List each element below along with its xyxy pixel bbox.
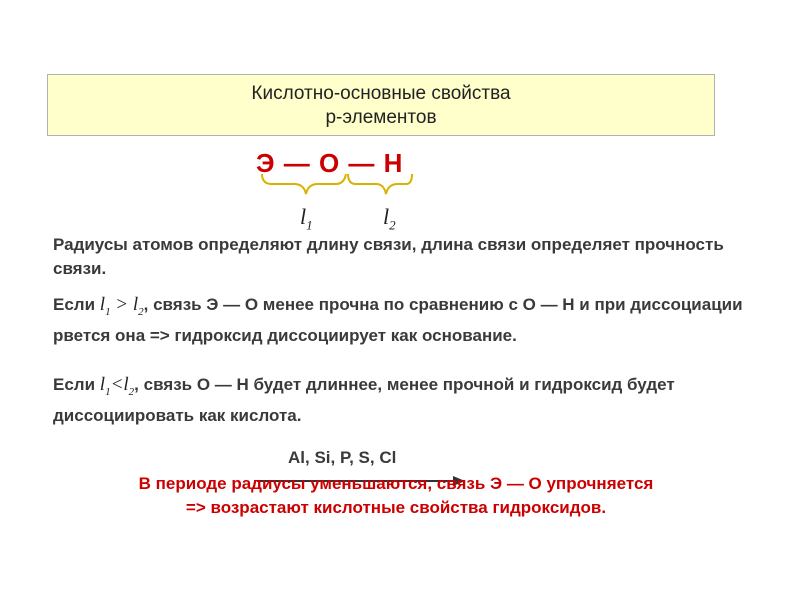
comparison-greater: > bbox=[115, 294, 129, 315]
comparison-less: < bbox=[110, 374, 124, 395]
paragraph-bond-length: Радиусы атомов определяют длину связи, длина связи определяет прочность связи. bbox=[53, 235, 724, 278]
bond-length-l1-label: $l_1$ bbox=[300, 204, 313, 233]
symbol-l2: $l_2$ bbox=[132, 294, 144, 318]
slide-title-line-2: р-элементов bbox=[325, 107, 437, 128]
conclusion-line-1: В периоде радиусы уменьшаются, связь Э — О упрочняется bbox=[138, 474, 654, 493]
slide-title-line-1: Кислотно-основные свойства bbox=[251, 83, 511, 104]
paragraph-base-case: Если $l_1 > l_2$, связь Э — О менее прочна по сравнению с О — Н и при диссоциации рвется она => гидроксид диссоциирует как основание. bbox=[53, 294, 743, 345]
symbol-l1: $l_1$ bbox=[99, 294, 111, 318]
bond-length-l2-label: $l_2$ bbox=[383, 204, 396, 233]
symbol-l2: $l_2$ bbox=[123, 374, 135, 398]
paragraph-acid-case: Если $l_1<l_2$, связь О — Н будет длиннее, менее прочной и гидроксид будет диссоциировать как кислота. bbox=[53, 374, 675, 425]
conclusion-text bbox=[56, 472, 736, 520]
slide-title-box bbox=[47, 74, 715, 136]
structural-formula: Э — О — Н bbox=[256, 148, 404, 178]
conclusion-line-2: => возрастают кислотные свойства гидроксидов. bbox=[185, 498, 607, 517]
bond-braces-icon bbox=[258, 172, 418, 196]
period-elements-row: Al, Si, P, S, Cl bbox=[288, 448, 397, 467]
symbol-l1: $l_1$ bbox=[99, 374, 111, 398]
